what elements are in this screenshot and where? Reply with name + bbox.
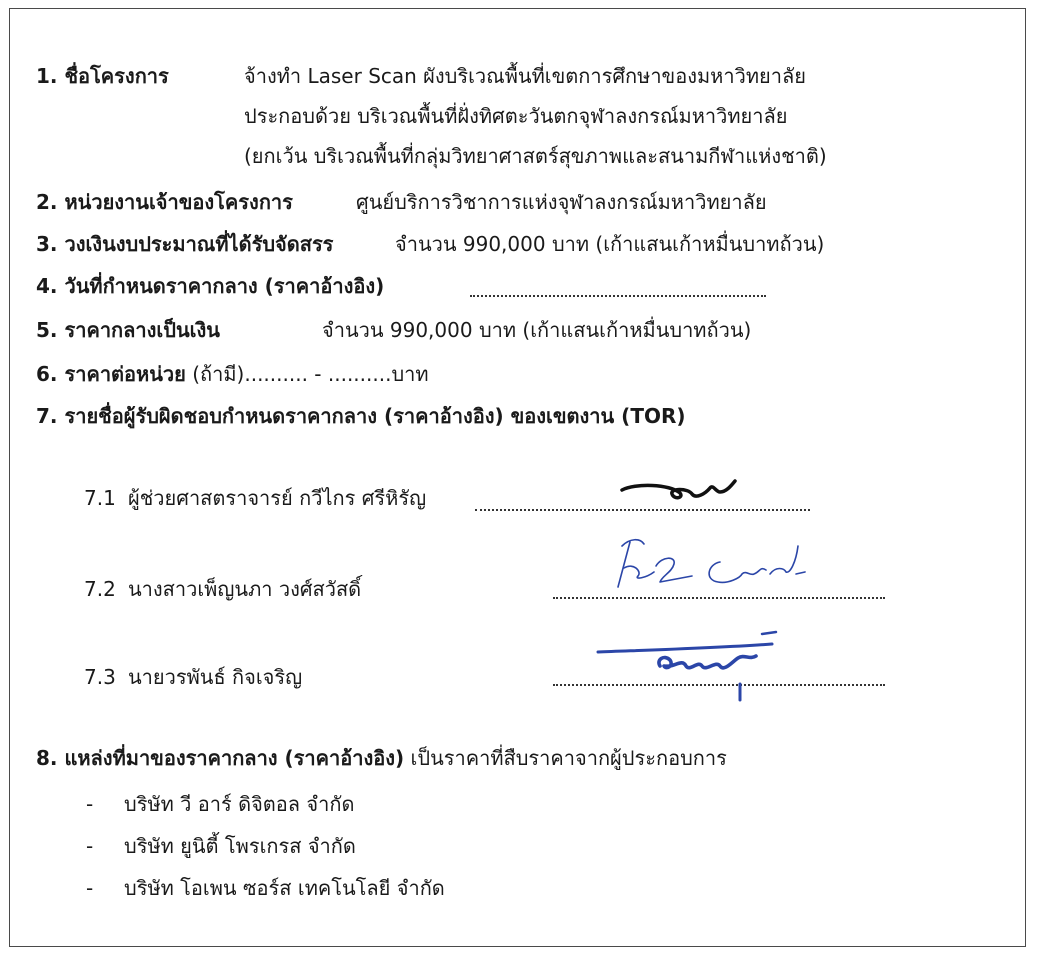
price-source-label: 8. แหล่งที่มาของราคากลาง (ราคาอ้างอิง) xyxy=(36,746,405,770)
unit-price-label: 6. ราคาต่อหน่วย xyxy=(36,362,186,386)
median-price-date-label: 4. วันที่กำหนดราคากลาง (ราคาอ้างอิง) xyxy=(36,274,385,298)
person-2-signature-line xyxy=(553,597,885,599)
price-source-value: เป็นราคาที่สืบราคาจากผู้ประกอบการ xyxy=(410,746,727,770)
owner-unit-label: 2. หน่วยงานเจ้าของโครงการ xyxy=(36,190,293,214)
company-2-bullet: - xyxy=(86,834,94,858)
unit-price-row xyxy=(36,360,429,388)
person-3-signature xyxy=(590,626,800,710)
unit-price-value: (ถ้ามี).......... - ..........บาท xyxy=(192,362,429,386)
median-price-value: จำนวน 990,000 บาท (เก้าแสนเก้าหมื่นบาทถ้วน) xyxy=(322,318,752,342)
person-3-name: นายวรพันธ์ กิจเจริญ xyxy=(128,665,303,689)
committee-heading: 7. รายชื่อผู้รับผิดชอบกำหนดราคากลาง (ราคาอ้างอิง) ของเขตงาน (TOR) xyxy=(36,404,686,428)
project-name-line-2: ประกอบด้วย บริเวณพื้นที่ฝั่งทิศตะวันตกจุฬาลงกรณ์มหาวิทยาลัย xyxy=(244,104,788,128)
person-1-signature xyxy=(600,468,750,508)
budget-label: 3. วงเงินงบประมาณที่ได้รับจัดสรร xyxy=(36,232,334,256)
company-1-bullet: - xyxy=(86,792,94,816)
median-price-label: 5. ราคากลางเป็นเงิน xyxy=(36,318,220,342)
person-2-name: นางสาวเพ็ญนภา วงศ์สวัสดิ์ xyxy=(128,577,362,601)
company-1: บริษัท วี อาร์ ดิจิตอล จำกัด xyxy=(124,792,355,816)
person-1-signature-line xyxy=(475,509,810,511)
owner-unit-value: ศูนย์บริการวิชาการแห่งจุฬาลงกรณ์มหาวิทยาลัย xyxy=(356,190,767,214)
price-source-row xyxy=(36,744,727,772)
person-1-name: ผู้ช่วยศาสตราจารย์ กวีไกร ศรีหิรัญ xyxy=(128,486,427,510)
company-2: บริษัท ยูนิตี้ โพรเกรส จำกัด xyxy=(124,834,356,858)
project-name-label: 1. ชื่อโครงการ xyxy=(36,64,169,88)
person-2-number: 7.2 xyxy=(84,577,116,601)
person-2-signature xyxy=(600,532,830,594)
budget-value: จำนวน 990,000 บาท (เก้าแสนเก้าหมื่นบาทถ้วน) xyxy=(395,232,825,256)
person-1-number: 7.1 xyxy=(84,486,116,510)
person-3-number: 7.3 xyxy=(84,665,116,689)
project-name-line-1: จ้างทำ Laser Scan ผังบริเวณพื้นที่เขตการศึกษาของมหาวิทยาลัย xyxy=(244,64,806,88)
company-3: บริษัท โอเพน ซอร์ส เทคโนโลยี จำกัด xyxy=(124,876,445,900)
median-price-date-dotted-line xyxy=(470,295,766,297)
project-name-line-3: (ยกเว้น บริเวณพื้นที่กลุ่มวิทยาศาสตร์สุขภาพและสนามกีฬาแห่งชาติ) xyxy=(244,144,827,168)
company-3-bullet: - xyxy=(86,876,94,900)
